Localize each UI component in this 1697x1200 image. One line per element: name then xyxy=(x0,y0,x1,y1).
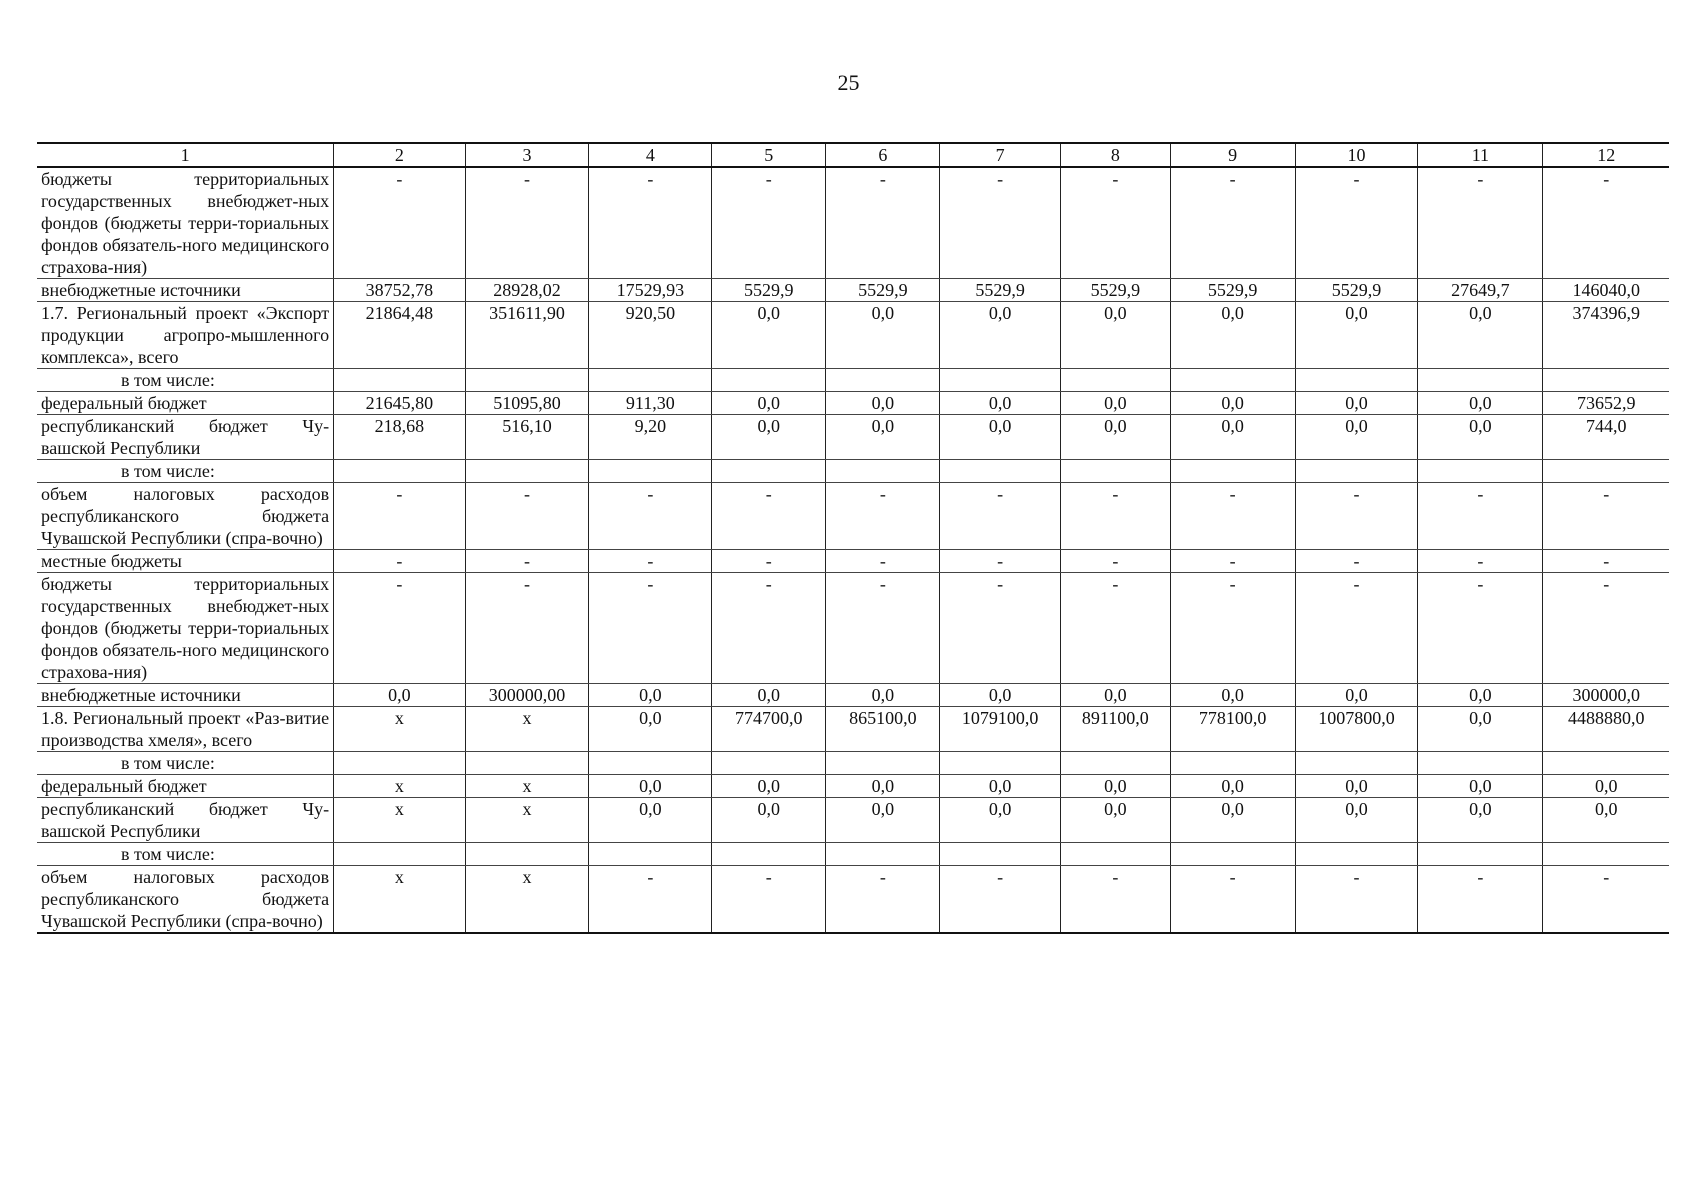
table-cell: 28928,02 xyxy=(465,279,589,302)
table-cell: - xyxy=(334,483,465,550)
table-cell xyxy=(465,369,589,392)
row-label: бюджеты территориальных государственных внебюджет-ных фондов (бюджеты терри-ториальных фондов обязатель-ного медицинского страхова-ния) xyxy=(37,167,334,279)
column-header: 3 xyxy=(465,143,589,167)
row-label: в том числе: xyxy=(37,460,334,483)
table-cell xyxy=(465,460,589,483)
table-cell: - xyxy=(1543,167,1669,279)
table-cell xyxy=(1295,752,1418,775)
table-cell: 920,50 xyxy=(589,302,712,369)
table-row xyxy=(37,369,1669,392)
table-cell: 0,0 xyxy=(1418,415,1543,460)
table-cell: - xyxy=(940,866,1061,934)
table-cell xyxy=(1543,460,1669,483)
table-cell: 0,0 xyxy=(334,684,465,707)
table-cell: - xyxy=(1060,550,1170,573)
table-cell: 374396,9 xyxy=(1543,302,1669,369)
table-cell: x xyxy=(334,775,465,798)
table-cell xyxy=(1295,369,1418,392)
header-row xyxy=(37,143,1669,167)
table-cell: x xyxy=(465,707,589,752)
table-row xyxy=(37,752,1669,775)
table-cell xyxy=(1170,752,1295,775)
table-cell xyxy=(826,460,940,483)
table-cell: - xyxy=(712,573,826,684)
table-cell: - xyxy=(1295,550,1418,573)
table-cell: 0,0 xyxy=(1295,775,1418,798)
table-cell: 21864,48 xyxy=(334,302,465,369)
table-cell: 0,0 xyxy=(1170,415,1295,460)
table-cell: 0,0 xyxy=(1170,684,1295,707)
table-cell: 4488880,0 xyxy=(1543,707,1669,752)
table-cell xyxy=(940,843,1061,866)
table-cell: 27649,7 xyxy=(1418,279,1543,302)
table-cell: 778100,0 xyxy=(1170,707,1295,752)
table-cell xyxy=(712,843,826,866)
table-cell: - xyxy=(826,573,940,684)
table-cell: 0,0 xyxy=(1060,798,1170,843)
table-cell xyxy=(589,369,712,392)
table-row xyxy=(37,684,1669,707)
table-cell: 0,0 xyxy=(940,684,1061,707)
table-cell: - xyxy=(1543,550,1669,573)
table-cell: 0,0 xyxy=(1295,302,1418,369)
row-label: внебюджетные источники xyxy=(37,279,334,302)
table-row xyxy=(37,573,1669,684)
table-cell: - xyxy=(712,483,826,550)
table-cell: 0,0 xyxy=(589,798,712,843)
table-cell: - xyxy=(712,167,826,279)
table-cell: 9,20 xyxy=(589,415,712,460)
table-cell: 0,0 xyxy=(1418,392,1543,415)
table-cell: 0,0 xyxy=(1418,798,1543,843)
table-cell xyxy=(1418,460,1543,483)
table-cell: - xyxy=(1418,483,1543,550)
table-cell: 0,0 xyxy=(1543,775,1669,798)
table-cell xyxy=(334,369,465,392)
table-cell xyxy=(334,460,465,483)
row-label: объем налоговых расходов республиканского бюджета Чувашской Республики (спра-вочно) xyxy=(37,483,334,550)
table-cell xyxy=(1418,843,1543,866)
table-row xyxy=(37,392,1669,415)
table-cell: 0,0 xyxy=(1418,775,1543,798)
table-cell: - xyxy=(1295,573,1418,684)
table-cell: 1007800,0 xyxy=(1295,707,1418,752)
table-row xyxy=(37,775,1669,798)
row-label: 1.7. Региональный проект «Экспорт продукции агропро-мышленного комплекса», всего xyxy=(37,302,334,369)
row-label: в том числе: xyxy=(37,369,334,392)
table-row xyxy=(37,279,1669,302)
table-cell xyxy=(1418,752,1543,775)
table-cell: - xyxy=(1170,167,1295,279)
page-number: 25 xyxy=(837,70,860,95)
table-row xyxy=(37,460,1669,483)
table-cell: - xyxy=(334,167,465,279)
table-cell: - xyxy=(1543,483,1669,550)
table-cell xyxy=(1060,369,1170,392)
table-cell: 0,0 xyxy=(940,775,1061,798)
table-cell xyxy=(1295,843,1418,866)
table-cell: 0,0 xyxy=(712,392,826,415)
table-cell xyxy=(1543,369,1669,392)
table-cell: 0,0 xyxy=(826,392,940,415)
table-cell: 0,0 xyxy=(1170,798,1295,843)
table-cell: - xyxy=(940,167,1061,279)
table-cell: 0,0 xyxy=(1170,302,1295,369)
table-cell: 38752,78 xyxy=(334,279,465,302)
table-cell: x xyxy=(465,866,589,934)
column-header: 4 xyxy=(589,143,712,167)
table-row xyxy=(37,483,1669,550)
row-label: федеральный бюджет xyxy=(37,775,334,798)
table-cell: 351611,90 xyxy=(465,302,589,369)
table-row xyxy=(37,415,1669,460)
row-label: объем налоговых расходов республиканского бюджета Чувашской Республики (спра-вочно) xyxy=(37,866,334,934)
table-cell: 300000,00 xyxy=(465,684,589,707)
table-cell xyxy=(334,843,465,866)
budget-table xyxy=(37,142,1669,934)
table-cell: 5529,9 xyxy=(940,279,1061,302)
table-cell: - xyxy=(712,550,826,573)
table-cell: 0,0 xyxy=(1418,707,1543,752)
column-header: 2 xyxy=(334,143,465,167)
table-cell: x xyxy=(334,707,465,752)
table-cell: 0,0 xyxy=(1295,415,1418,460)
table-cell: 0,0 xyxy=(1543,798,1669,843)
table-cell: x xyxy=(334,866,465,934)
row-label: внебюджетные источники xyxy=(37,684,334,707)
row-label: местные бюджеты xyxy=(37,550,334,573)
table-cell: 0,0 xyxy=(826,415,940,460)
column-header: 1 xyxy=(37,143,334,167)
table-row xyxy=(37,550,1669,573)
table-cell: - xyxy=(1295,167,1418,279)
table-cell: 1079100,0 xyxy=(940,707,1061,752)
table-cell xyxy=(826,843,940,866)
table-cell: 5529,9 xyxy=(826,279,940,302)
table-cell: - xyxy=(1060,866,1170,934)
row-label: республиканский бюджет Чу-вашской Республики xyxy=(37,415,334,460)
table-row xyxy=(37,798,1669,843)
table-cell: - xyxy=(1543,866,1669,934)
table-cell: 146040,0 xyxy=(1543,279,1669,302)
table-cell: 21645,80 xyxy=(334,392,465,415)
table-cell: - xyxy=(826,167,940,279)
table-cell: - xyxy=(1295,483,1418,550)
column-header: 6 xyxy=(826,143,940,167)
column-header: 11 xyxy=(1418,143,1543,167)
table-cell: - xyxy=(334,573,465,684)
table-cell: - xyxy=(1295,866,1418,934)
table-cell xyxy=(940,369,1061,392)
table-row xyxy=(37,167,1669,279)
table-cell: - xyxy=(826,483,940,550)
column-header: 7 xyxy=(940,143,1061,167)
table-cell xyxy=(334,752,465,775)
table-cell: 774700,0 xyxy=(712,707,826,752)
table-cell: 0,0 xyxy=(1295,684,1418,707)
table-cell xyxy=(465,843,589,866)
table-cell: 5529,9 xyxy=(1170,279,1295,302)
table-cell: x xyxy=(465,775,589,798)
table-cell: 0,0 xyxy=(1060,684,1170,707)
table-cell: 51095,80 xyxy=(465,392,589,415)
table-cell: 0,0 xyxy=(826,302,940,369)
table-cell xyxy=(940,460,1061,483)
column-header: 12 xyxy=(1543,143,1669,167)
table-cell xyxy=(1170,843,1295,866)
row-label: в том числе: xyxy=(37,752,334,775)
table-cell: 0,0 xyxy=(1060,415,1170,460)
table-cell: 0,0 xyxy=(1295,798,1418,843)
table-cell: 911,30 xyxy=(589,392,712,415)
table-cell: 891100,0 xyxy=(1060,707,1170,752)
table-cell xyxy=(1170,460,1295,483)
table-cell: 0,0 xyxy=(1295,392,1418,415)
table-row xyxy=(37,843,1669,866)
table-cell xyxy=(712,752,826,775)
table-cell: - xyxy=(940,483,1061,550)
row-label: в том числе: xyxy=(37,843,334,866)
table-cell: - xyxy=(826,550,940,573)
table-cell: - xyxy=(1060,483,1170,550)
table-cell: 0,0 xyxy=(589,775,712,798)
table-cell: 0,0 xyxy=(712,415,826,460)
table-cell: - xyxy=(1170,550,1295,573)
table-cell xyxy=(589,752,712,775)
table-cell: 0,0 xyxy=(589,707,712,752)
table-cell: - xyxy=(940,550,1061,573)
table-cell: x xyxy=(334,798,465,843)
table-cell: - xyxy=(826,866,940,934)
column-header: 9 xyxy=(1170,143,1295,167)
table-cell xyxy=(1060,460,1170,483)
table-cell: - xyxy=(465,573,589,684)
table-cell: - xyxy=(1060,573,1170,684)
table-cell: 5529,9 xyxy=(1060,279,1170,302)
table-cell: 0,0 xyxy=(1170,775,1295,798)
table-cell xyxy=(940,752,1061,775)
row-label: федеральный бюджет xyxy=(37,392,334,415)
table-cell: 0,0 xyxy=(940,798,1061,843)
table-cell: - xyxy=(1170,866,1295,934)
table-cell: - xyxy=(1418,550,1543,573)
table-cell: 0,0 xyxy=(712,775,826,798)
table-cell: 0,0 xyxy=(1418,684,1543,707)
table-cell: 0,0 xyxy=(712,798,826,843)
table-cell: - xyxy=(1170,573,1295,684)
table-cell xyxy=(1543,752,1669,775)
row-label: республиканский бюджет Чу-вашской Республики xyxy=(37,798,334,843)
table-cell: 0,0 xyxy=(826,775,940,798)
table-cell: - xyxy=(589,573,712,684)
table-cell: - xyxy=(589,483,712,550)
table-cell: 0,0 xyxy=(1060,302,1170,369)
table-cell: 300000,0 xyxy=(1543,684,1669,707)
table-cell: 0,0 xyxy=(712,684,826,707)
table-cell: - xyxy=(465,483,589,550)
table-cell: 218,68 xyxy=(334,415,465,460)
table-cell: - xyxy=(334,550,465,573)
column-header: 8 xyxy=(1060,143,1170,167)
table-cell: 5529,9 xyxy=(1295,279,1418,302)
table-cell: - xyxy=(589,167,712,279)
row-label: бюджеты территориальных государственных внебюджет-ных фондов (бюджеты терри-ториальных фондов обязатель-ного медицинского страхова-ния) xyxy=(37,573,334,684)
table-cell: 0,0 xyxy=(1170,392,1295,415)
table-cell: 0,0 xyxy=(1060,392,1170,415)
table-row xyxy=(37,707,1669,752)
table-cell xyxy=(1060,843,1170,866)
table-cell: - xyxy=(465,550,589,573)
table-cell: - xyxy=(940,573,1061,684)
table-cell: 0,0 xyxy=(712,302,826,369)
table-cell xyxy=(1543,843,1669,866)
table-cell xyxy=(1170,369,1295,392)
table-cell: 73652,9 xyxy=(1543,392,1669,415)
table-cell: - xyxy=(1418,866,1543,934)
table-cell xyxy=(465,752,589,775)
column-header: 10 xyxy=(1295,143,1418,167)
table-cell: 0,0 xyxy=(1060,775,1170,798)
table-cell: - xyxy=(1543,573,1669,684)
table-cell xyxy=(1060,752,1170,775)
table-cell xyxy=(712,460,826,483)
table-cell xyxy=(826,369,940,392)
table-cell: 516,10 xyxy=(465,415,589,460)
table-cell: - xyxy=(465,167,589,279)
table-cell: 17529,93 xyxy=(589,279,712,302)
table-cell: 744,0 xyxy=(1543,415,1669,460)
table-row xyxy=(37,302,1669,369)
table-cell: 865100,0 xyxy=(826,707,940,752)
table-cell xyxy=(712,369,826,392)
column-header: 5 xyxy=(712,143,826,167)
table-cell: 5529,9 xyxy=(712,279,826,302)
table-cell: 0,0 xyxy=(940,302,1061,369)
table-cell: - xyxy=(1418,167,1543,279)
row-label: 1.8. Региональный проект «Раз-витие производства хмеля», всего xyxy=(37,707,334,752)
table-cell: - xyxy=(589,866,712,934)
table-cell xyxy=(826,752,940,775)
table-cell: 0,0 xyxy=(940,392,1061,415)
table-cell: 0,0 xyxy=(826,684,940,707)
table-cell xyxy=(1418,369,1543,392)
table-cell: 0,0 xyxy=(826,798,940,843)
table-cell xyxy=(589,843,712,866)
table-cell: - xyxy=(1170,483,1295,550)
table-cell xyxy=(1295,460,1418,483)
table-cell: 0,0 xyxy=(940,415,1061,460)
table-cell: - xyxy=(1060,167,1170,279)
table-cell xyxy=(589,460,712,483)
table-cell: 0,0 xyxy=(1418,302,1543,369)
table-cell: 0,0 xyxy=(589,684,712,707)
table-cell: - xyxy=(589,550,712,573)
table-cell: - xyxy=(1418,573,1543,684)
table-cell: - xyxy=(712,866,826,934)
table-cell: x xyxy=(465,798,589,843)
table-row xyxy=(37,866,1669,934)
